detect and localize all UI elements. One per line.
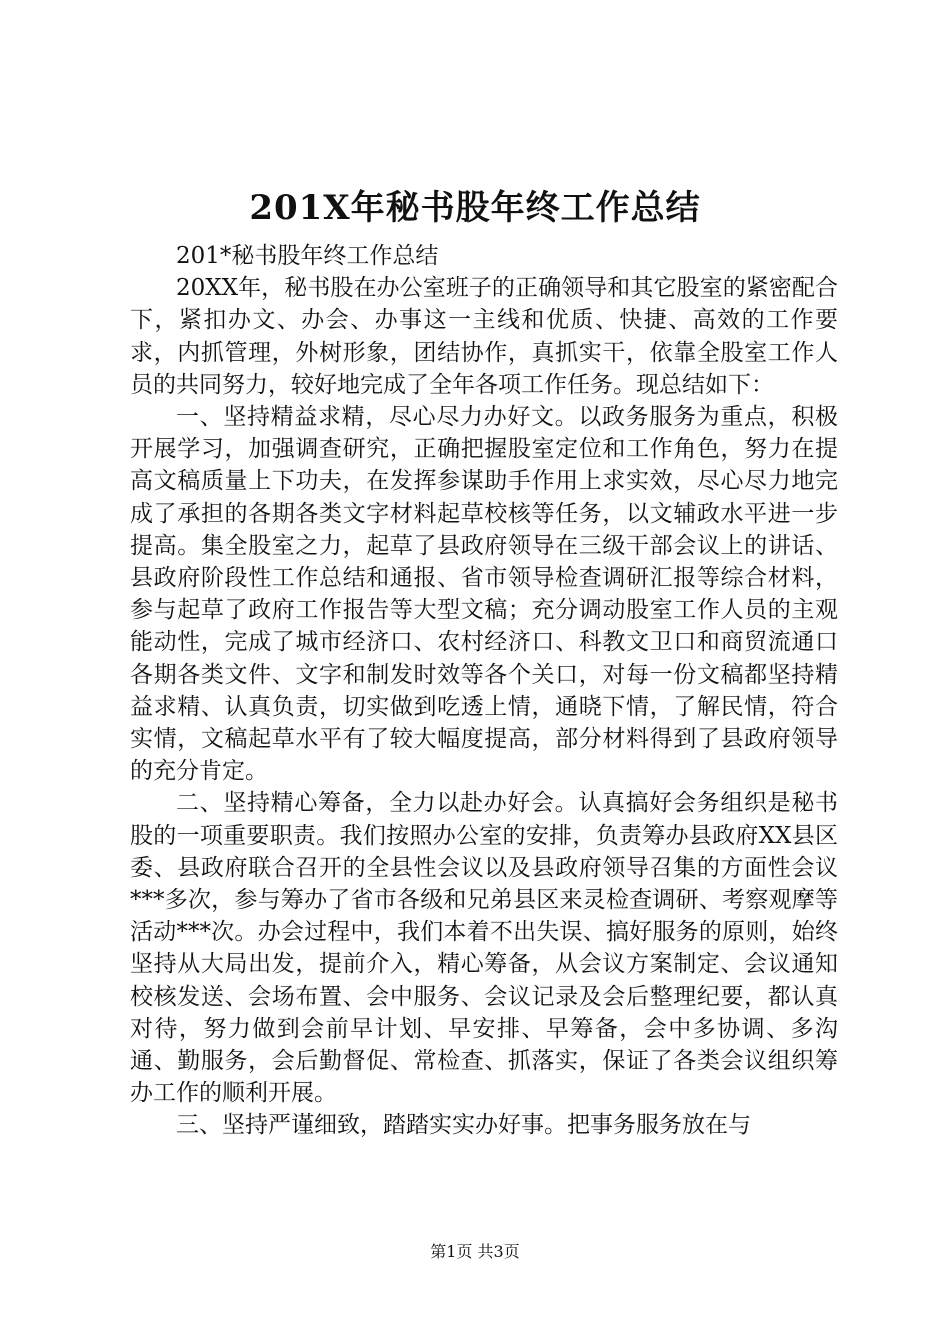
- document-title: 201X年秘书股年终工作总结: [249, 188, 701, 228]
- document-body: [130, 240, 838, 1142]
- page-number-footer: 第1页 共3页: [430, 1242, 520, 1261]
- intro-paragraph: 20XX年，秘书股在办公室班子的正确领导和其它股室的紧密配合下，紧扣办文、办会、办事这一主线和优质、快捷、高效的工作要求，内抓管理，外树形象，团结协作，真抓实干，依靠全股室工作人员的共同努力，较好地完成了全年各项工作任务。现总结如下：: [130, 275, 838, 398]
- section-two-paragraph: 二、坚持精心筹备，全力以赴办好会。认真搞好会务组织是秘书股的一项重要职责。我们按照办公室的安排，负责筹办县政府XX县区委、县政府联合召开的全县性会议以及县政府领导召集的方面性会议***多次，参与筹办了省市各级和兄弟县区来灵检查调研、考察观摩等活动***次。办会过程中，我们本着不出失误、搞好服务的原则，始终坚持从大局出发，提前介入，精心筹备，从会议方案制定、会议通知校核发送、会场布置、会中服务、会议记录及会后整理纪要，都认真对待，努力做到会前早计划、早安排、早筹备，会中多协调、多沟通、勤服务，会后勤督促、常检查、抓落实，保证了各类会议组织筹办工作的顺利开展。: [130, 790, 838, 1107]
- section-one-paragraph: 一、坚持精益求精，尽心尽力办好文。以政务服务为重点，积极开展学习，加强调查研究，正确把握股室定位和工作角色，努力在提高文稿质量上下功夫，在发挥参谋助手作用上求实效，尽心尽力地完成了承担的各期各类文字材料起草校核等任务，以文辅政水平进一步提高。集全股室之力，起草了县政府领导在三级干部会议上的讲话、县政府阶段性工作总结和通报、省市领导检查调研汇报等综合材料，参与起草了政府工作报告等大型文稿；充分调动股室工作人员的主观能动性，完成了城市经济口、农村经济口、科教文卫口和商贸流通口各期各类文件、文字和制发时效等各个关口，对每一份文稿都坚持精益求精、认真负责，切实做到吃透上情，通晓下情，了解民情，符合实情，文稿起草水平有了较大幅度提高，部分材料得到了县政府领导的充分肯定。: [130, 404, 838, 785]
- subtitle-paragraph: 201*秘书股年终工作总结: [176, 243, 439, 269]
- section-three-paragraph: 三、坚持严谨细致，踏踏实实办好事。把事务服务放在与: [176, 1112, 751, 1139]
